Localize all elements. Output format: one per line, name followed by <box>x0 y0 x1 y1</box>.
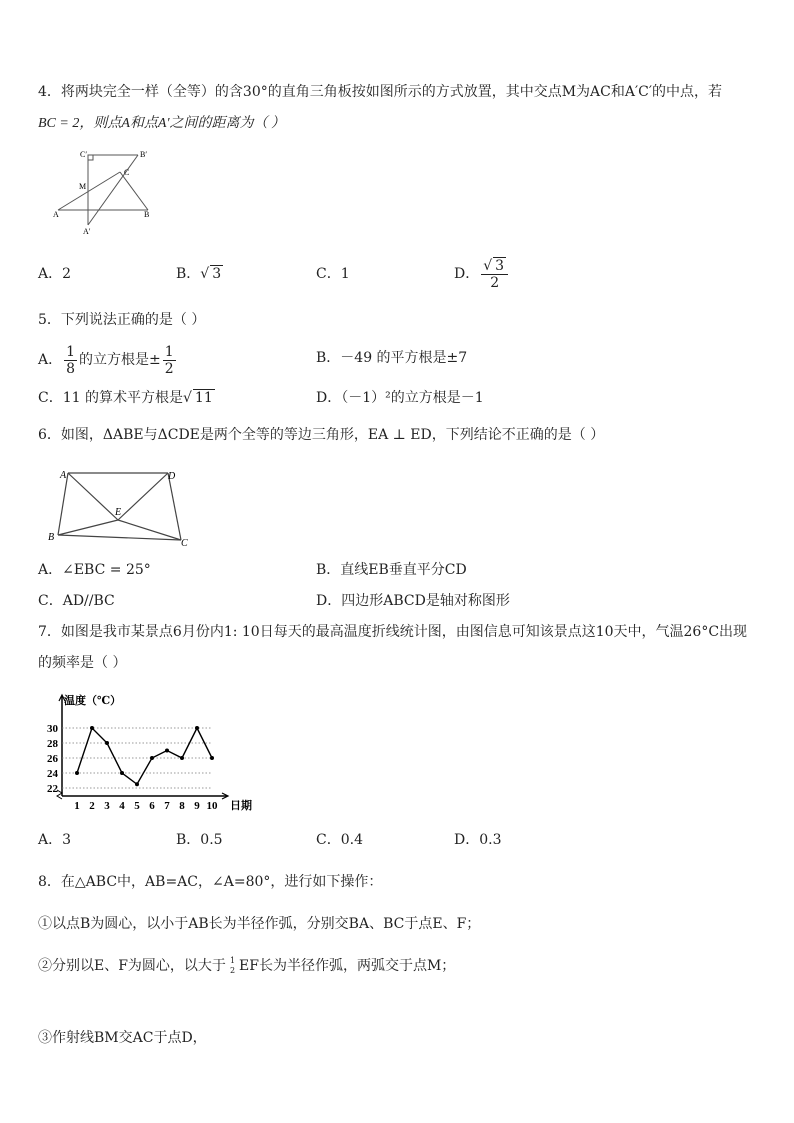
q8-step3: ③作射线BM交AC于点D， <box>38 1030 207 1046</box>
q8-step2 <box>38 956 455 976</box>
q6-label-C: C <box>181 538 188 548</box>
q6-stem: 6．如图，ΔABE与ΔCDE是两个全等的等边三角形，EA ⊥ ED，下列结论不正确的是（ ） <box>38 427 605 443</box>
y-tick-label-24: 24 <box>47 768 58 780</box>
q4-option-d-numerator: 3 <box>495 258 505 274</box>
q4-option-a: A．2 <box>38 266 72 282</box>
q4-option-d: D． $\frac{√ 3}{2}$ <box>454 254 510 294</box>
q5-a-den2: 2 <box>164 360 174 377</box>
x-tick-label-3: 3 <box>104 800 110 812</box>
q8-stem: 8．在△ABC中，AB=AC，∠A=80°，进行如下操作： <box>38 874 383 890</box>
q5-c-prefix: C．11 的算术平方根是 <box>38 390 183 406</box>
q8-step2-prefix: ②分别以E、F为圆心，以大于 <box>38 958 226 974</box>
q5-stem: 5．下列说法正确的是（ ） <box>38 312 206 328</box>
q5-a-den: 8 <box>66 360 76 377</box>
q6-option-c: C．AD//BC <box>38 593 115 609</box>
x-tick-label-2: 2 <box>89 800 95 812</box>
q6-label-B: B <box>48 532 55 543</box>
q4-label-B: B <box>144 210 150 219</box>
q4-option-d-prefix: D． <box>454 266 480 282</box>
q6-option-b: B．直线EB垂直平分CD <box>316 562 467 578</box>
q6-label-D: D <box>168 471 176 482</box>
q7-stem-line2: 的频率是（ ） <box>38 655 127 671</box>
q5-option-b: B．－49 的平方根是±7 <box>316 350 468 366</box>
q5-a-num2: 1 <box>164 343 174 360</box>
q4-label-M: M <box>79 182 87 191</box>
q4-figure <box>50 145 160 237</box>
q7-option-b: B．0.5 <box>176 832 223 848</box>
q8-step2-num: 1 <box>229 956 236 965</box>
x-tick-label-5: 5 <box>134 800 140 812</box>
y-tick-label-26: 26 <box>47 753 58 765</box>
data-point-day-2 <box>90 726 94 730</box>
q6-option-d: D．四边形ABCD是轴对称图形 <box>316 593 510 609</box>
data-point-day-6 <box>150 756 154 760</box>
q4-option-c: C．1 <box>316 266 350 282</box>
q4-label-A1: A′ <box>83 227 91 236</box>
q7-option-d: D．0.3 <box>454 832 502 848</box>
x-tick-label-9: 9 <box>194 800 200 812</box>
data-point-day-4 <box>120 771 124 775</box>
data-point-day-8 <box>180 756 184 760</box>
data-point-day-5 <box>135 782 139 786</box>
q5-a-mid: 的立方根是± <box>79 352 161 368</box>
y-tick-label-22: 22 <box>47 783 58 795</box>
data-point-day-1 <box>75 771 79 775</box>
q4-stem-line1: 4．将两块完全一样（全等）的含30°的直角三角板按如图所示的方式放置，其中交点M为AC和A′C′的中点，若 <box>38 84 723 100</box>
q6-label-A: A <box>60 470 67 481</box>
data-point-day-3 <box>105 741 109 745</box>
data-point-day-7 <box>165 749 169 753</box>
y-tick-label-30: 30 <box>47 723 58 735</box>
x-tick-label-10: 10 <box>206 800 218 812</box>
x-axis-label: 日期 <box>230 800 252 812</box>
q4-label-B1: B′ <box>140 150 148 159</box>
q4-label-C: C <box>124 168 130 177</box>
temperature-series-line <box>77 728 212 784</box>
q4-label-A: A <box>53 210 59 219</box>
q7-stem-line1: 7．如图是我市某景点6月份内1: 10日每天的最高温度折线统计图，由图信息可知该景点这10天中，气温26°C出现 <box>38 624 748 640</box>
x-tick-label-7: 7 <box>164 800 170 812</box>
q8-step2-post: EF长为半径作弧，两弧交于点M； <box>239 958 456 974</box>
q6-label-E: E <box>115 507 122 518</box>
y-tick-label-28: 28 <box>47 738 58 750</box>
q5-option-a <box>38 340 178 380</box>
x-tick-label-4: 4 <box>119 800 125 812</box>
q4-option-b: B．√ 3 <box>176 266 222 282</box>
q4-stem-line2: BC = 2，则点A和点A′之间的距离为（ ） <box>38 116 286 131</box>
data-point-day-10 <box>210 756 214 760</box>
x-tick-label-1: 1 <box>74 800 80 812</box>
q6-option-a: A．∠EBC = 25° <box>38 562 151 578</box>
q5-option-d: D．（－1）²的立方根是－1 <box>316 390 484 406</box>
q8-step2-den: 2 <box>229 966 236 975</box>
q4-label-C1: C′ <box>80 150 88 159</box>
q4-option-b-radicand: 3 <box>212 266 222 282</box>
x-tick-label-8: 8 <box>179 800 185 812</box>
q7-line-chart <box>40 690 260 820</box>
x-tick-label-6: 6 <box>149 800 155 812</box>
data-point-day-9 <box>195 726 199 730</box>
q5-option-c: C．11 的算术平方根是√ 11 <box>38 390 213 406</box>
q6-figure <box>46 463 196 548</box>
y-axis-label: 温度（℃） <box>64 695 122 707</box>
q7-option-a: A．3 <box>38 832 72 848</box>
q8-step1: ①以点B为圆心，以小于AB长为半径作弧，分别交BA、BC于点E、F； <box>38 916 481 932</box>
q5-a-prefix: A． <box>38 352 63 368</box>
q5-a-num: 1 <box>66 343 76 360</box>
q5-c-radicand: 11 <box>194 390 213 406</box>
q7-option-c: C．0.4 <box>316 832 363 848</box>
q4-option-d-denominator: 2 <box>490 275 500 291</box>
q4-option-b-prefix: B． <box>176 266 201 282</box>
